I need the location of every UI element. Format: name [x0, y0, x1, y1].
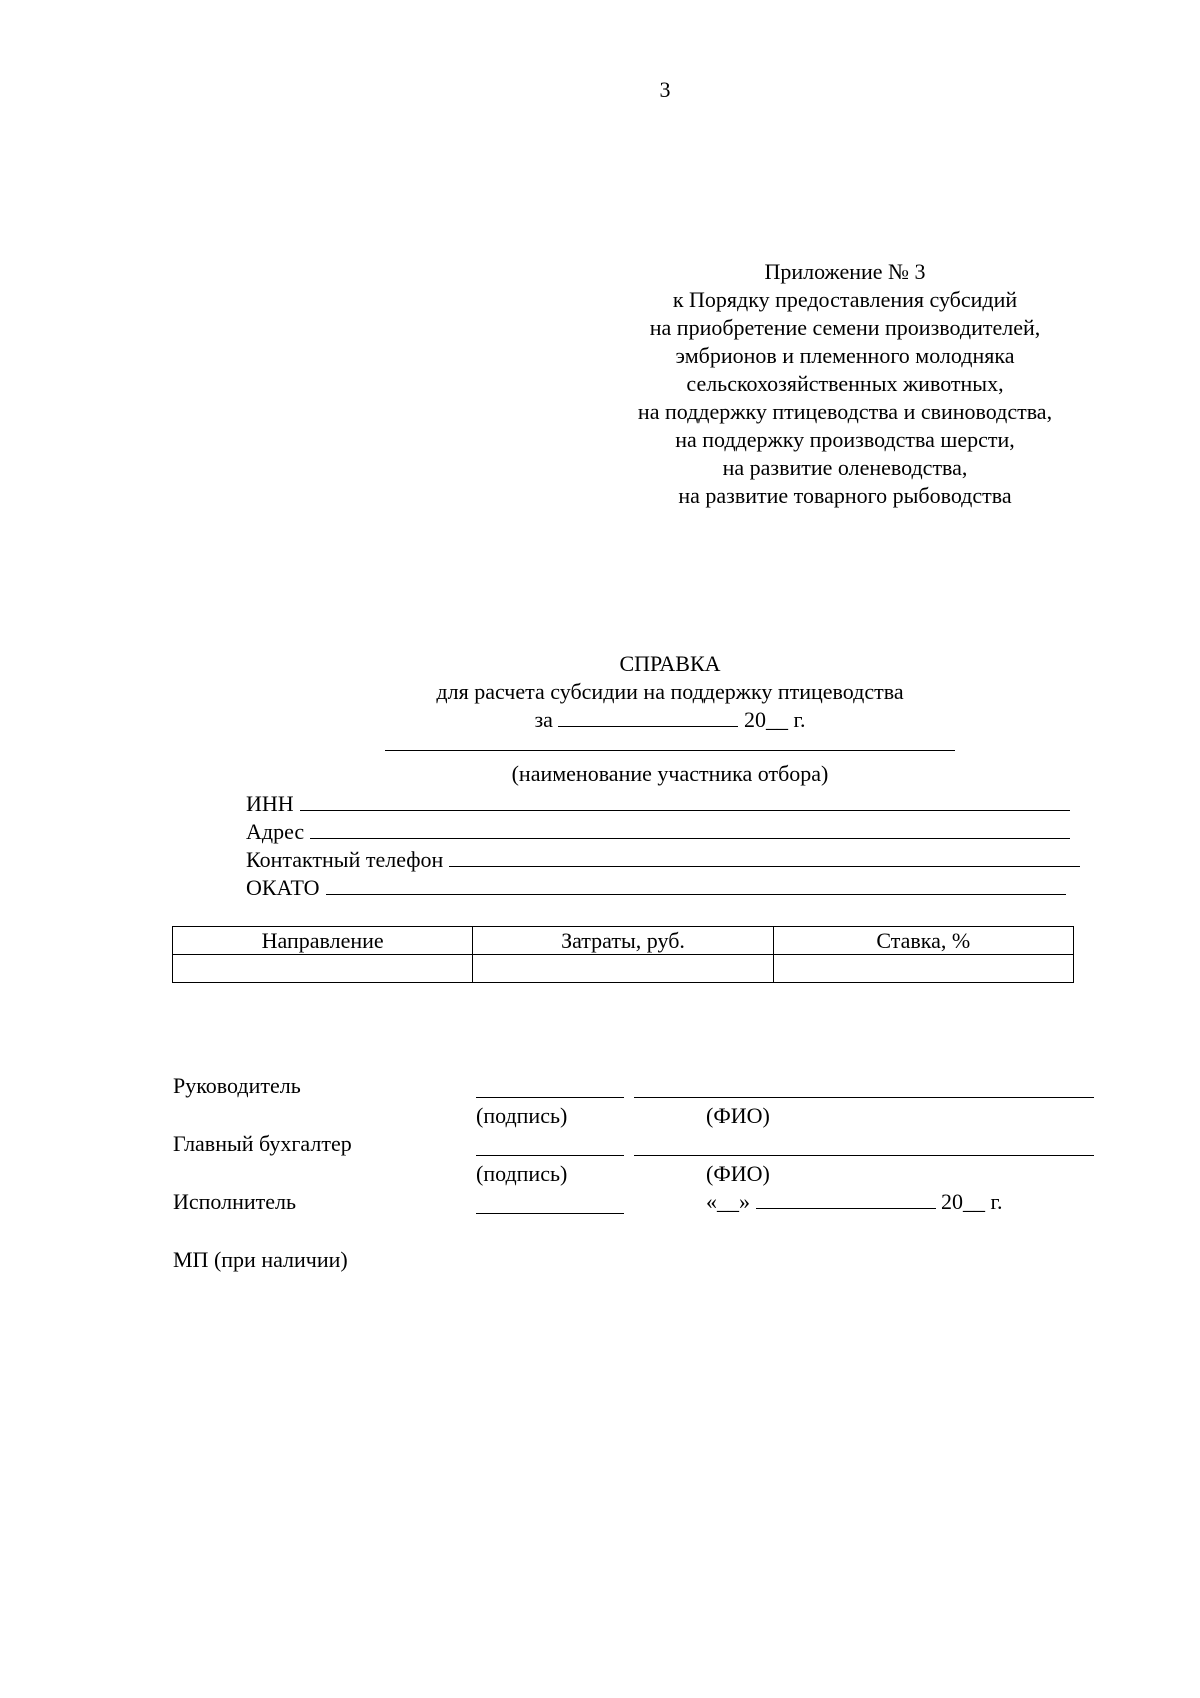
appendix-line: на поддержку птицеводства и свиноводства, [637, 399, 1053, 424]
accountant-signature-caption: (подпись) [476, 1161, 568, 1186]
date-year: 20__ г. [941, 1189, 1003, 1214]
date-month-blank [756, 1188, 936, 1209]
phone-field [246, 846, 1080, 874]
accountant-signature-line [476, 1155, 624, 1156]
executor-label: Исполнитель [173, 1189, 297, 1214]
appendix-header [600, 258, 1090, 510]
okato-field [246, 874, 1066, 902]
period-year: 20__ г. [743, 707, 806, 732]
appendix-line: Приложение № 3 [764, 259, 926, 284]
head-signature-line [476, 1097, 624, 1098]
address-field [246, 818, 1070, 846]
accountant-name-caption: (ФИО) [706, 1161, 770, 1186]
stamp-label: МП (при наличии) [173, 1247, 348, 1272]
phone-label: Контактный телефон [246, 847, 444, 872]
accountant-name-line [634, 1155, 1094, 1156]
header-direction: Направление [173, 927, 473, 955]
address-label: Адрес [246, 819, 305, 844]
head-name-caption: (ФИО) [706, 1103, 770, 1128]
phone-line [449, 846, 1080, 867]
participant-caption: (наименование участника отбора) [511, 761, 829, 786]
period-prefix: за [534, 707, 553, 732]
participant-name-line [385, 750, 955, 751]
cell-rate [773, 955, 1073, 983]
title-subtitle: для расчета субсидии на поддержку птицеводства [436, 679, 904, 704]
executor-signature-line [476, 1213, 624, 1214]
okato-label: ОКАТО [246, 875, 320, 900]
address-line [310, 818, 1070, 839]
title-heading: СПРАВКА [619, 651, 721, 676]
appendix-line: на развитие товарного рыбоводства [678, 483, 1012, 508]
inn-line [300, 790, 1070, 811]
appendix-line: на развитие оленеводства, [722, 455, 968, 480]
inn-field [246, 790, 1070, 818]
head-name-line [634, 1097, 1094, 1098]
page-number: 3 [659, 77, 671, 102]
header-rate: Ставка, % [773, 927, 1073, 955]
appendix-line: сельскохозяйственных животных, [686, 371, 1004, 396]
chief-accountant-label: Главный бухгалтер [173, 1131, 352, 1156]
appendix-line: на поддержку производства шерсти, [675, 427, 1015, 452]
cell-direction [173, 955, 473, 983]
title-period [300, 706, 1040, 734]
document-title [300, 650, 1040, 734]
okato-line [326, 874, 1066, 895]
appendix-line: эмбрионов и племенного молодняка [675, 343, 1015, 368]
header-costs: Затраты, руб. [473, 927, 773, 955]
table-header-row [173, 927, 1074, 955]
period-blank [558, 706, 738, 727]
cell-costs [473, 955, 773, 983]
inn-label: ИНН [246, 791, 294, 816]
head-label: Руководитель [173, 1073, 301, 1098]
appendix-line: к Порядку предоставления субсидий [672, 287, 1018, 312]
head-signature-caption: (подпись) [476, 1103, 568, 1128]
table-row [173, 955, 1074, 983]
date-day: «__» [706, 1189, 750, 1214]
appendix-line: на приобретение семени производителей, [649, 315, 1041, 340]
executor-date [706, 1188, 1003, 1216]
rate-table [172, 926, 1074, 983]
